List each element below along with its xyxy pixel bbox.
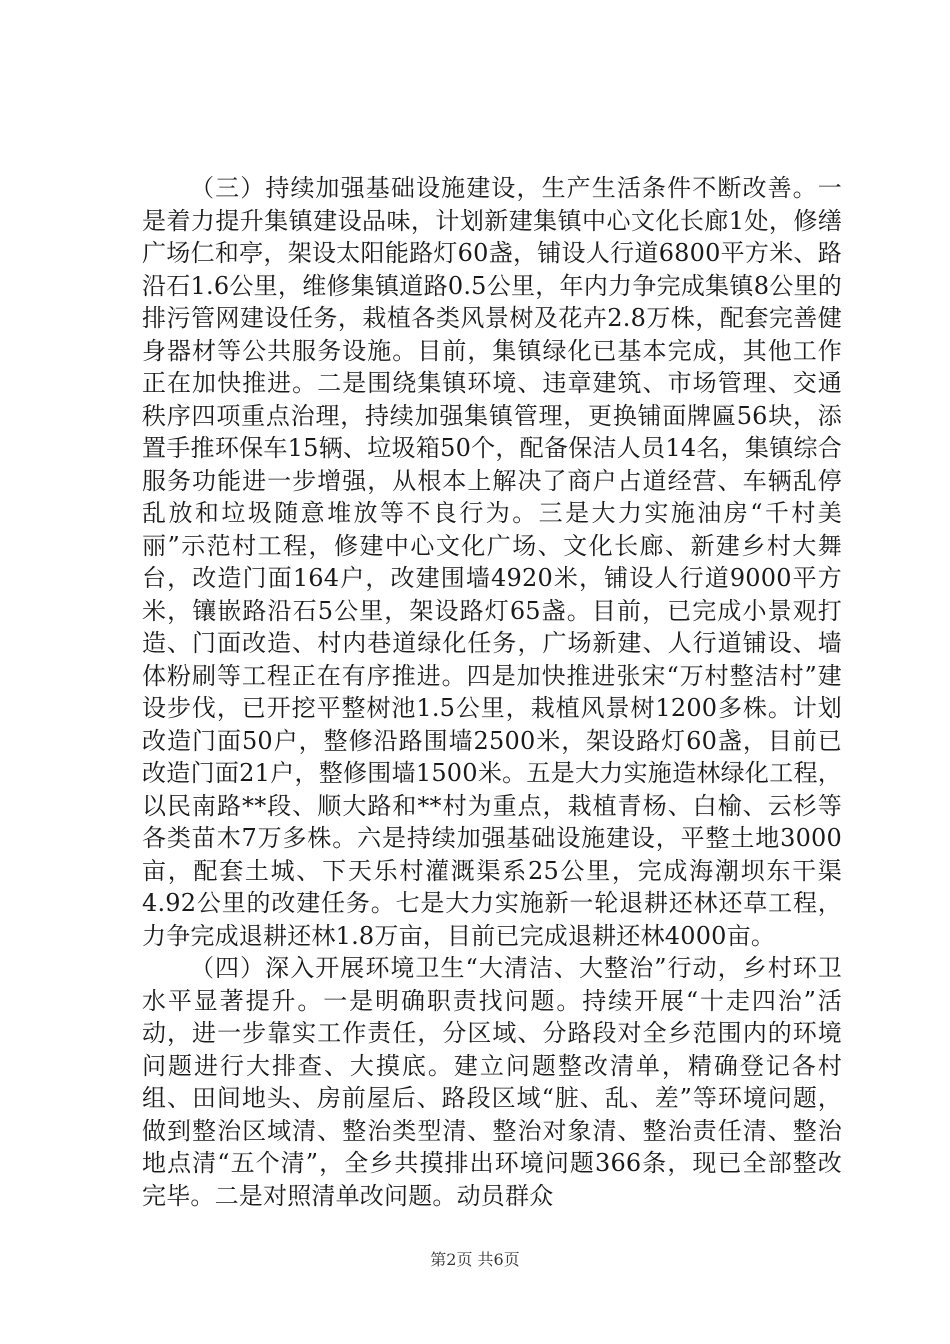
page-footer: 第2页 共6页 [430, 1250, 520, 1269]
paragraph-section-three: （三）持续加强基础设施建设，生产生活条件不断改善。一是着力提升集镇建设品味，计划新建集镇中心文化长廊1处，修缮广场仁和亭，架设太阳能路灯60盏，铺设人行道6800平方米、路沿石1.6公里，维修集镇道路0.5公里，年内力争完成集镇8公里的排污管网建设任务，栽植各类风景树及花卉2.8万株，配套完善健身器材等公共服务设施。目前，集镇绿化已基本完成，其他工作正在加快推进。二是围绕集镇环境、违章建筑、市场管理、交通秩序四项重点治理，持续加强集镇管理，更换铺面牌匾56块，添置手推环保车15辆、垃圾箱50个，配备保洁人员14名，集镇综合服务功能进一步增强，从根本上解决了商户占道经营、车辆乱停乱放和垃圾随意堆放等不良行为。三是大力实施油房“千村美丽”示范村工程，修建中心文化广场、文化长廊、新建乡村大舞台，改造门面164户，改建围墙4920米，铺设人行道9000平方米，镶嵌路沿石5公里，架设路灯65盏。目前，已完成小景观打造、门面改造、村内巷道绿化任务，广场新建、人行道铺设、墙体粉刷等工程正在有序推进。四是加快推进张宋“万村整洁村”建设步伐，已开挖平整树池1.5公里，栽植风景树1200多株。计划改造门面50户，整修沿路围墙2500米，架设路灯60盏，目前已改造门面21户，整修围墙1500米。五是大力实施造林绿化工程，以民南路**段、顺大路和**村为重点，栽植青杨、白榆、云杉等各类苗木7万多株。六是持续加强基础设施建设，平整土地3000亩，配套土城、下天乐村灌溉渠系25公里，完成海潮坝东干渠4.92公里的改建任务。七是大力实施新一轮退耕还林还草工程，力争完成退耕还林1.8万亩，目前已完成退耕还林4000亩。 [142, 174, 842, 950]
paragraph-section-four: （四）深入开展环境卫生“大清洁、大整治”行动，乡村环卫水平显著提升。一是明确职责找问题。持续开展“十走四治”活动，进一步靠实工作责任，分区域、分路段对全乡范围内的环境问题进行大排查、大摸底。建立问题整改清单，精确登记各村组、田间地头、房前屋后、路段区域“脏、乱、差”等环境问题，做到整治区域清、整治类型清、整治对象清、整治责任清、整治地点清“五个清”，全乡共摸排出环境问题366条，现已全部整改完毕。二是对照清单改问题。动员群众 [142, 954, 842, 1210]
document-body [142, 172, 842, 1212]
